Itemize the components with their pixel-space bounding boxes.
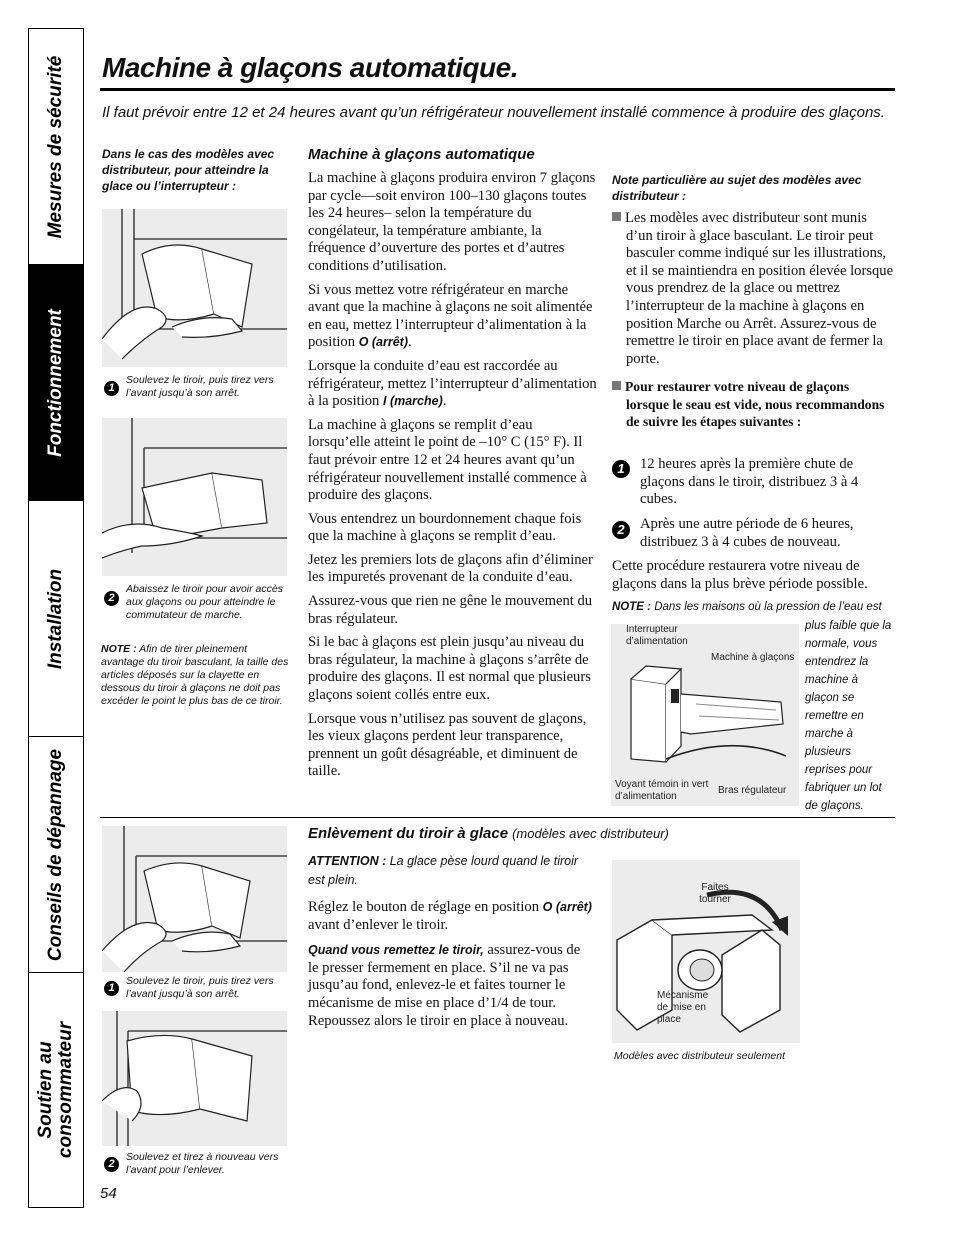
page-subtitle: Il faut prévoir entre 12 et 24 heures avant qu’un réfrigérateur nouvellement installé commence à produire des glaçons. bbox=[102, 104, 885, 121]
section-divider bbox=[100, 817, 895, 818]
label-feeler-arm: Bras régulateur bbox=[718, 785, 787, 796]
mechanism-illustration bbox=[612, 860, 800, 1043]
drawer-remove-drawing bbox=[102, 1011, 287, 1146]
bullet-square bbox=[612, 381, 621, 390]
paragraph: La machine à glaçons produira environ 7 glaçons par cycle—soit environ 100–130 glaçons toutes les 24 heures– selon la température du congélateur, la température ambiante, la fréquence d’ouverture des portes et d’autres conditions d’utilisation. bbox=[308, 170, 596, 274]
step-number-badge: 2 bbox=[104, 1157, 119, 1172]
paragraph: Lorsque la conduite d’eau est raccordée au réfrigérateur, mettez l’interrupteur d’alimentation à la position I (marche). bbox=[308, 357, 597, 410]
tab-label: Mesures de sécurité bbox=[45, 55, 66, 239]
note-text: Afin de tirer pleinement avantage du tiroir basculant, la taille des articles déposés sur la clayette en dessous du tiroir à glaçons ne doit pas excéder le point le plus bas de ce tiroir. bbox=[101, 643, 289, 707]
step-number-badge: 1 bbox=[104, 981, 119, 996]
tab-label: Conseils de dépannage bbox=[45, 748, 66, 962]
step-number-badge: 1 bbox=[612, 460, 630, 478]
note-label: NOTE : bbox=[101, 643, 137, 655]
tab-label-line2: consommateur bbox=[55, 1021, 76, 1159]
note-label: NOTE : bbox=[612, 601, 651, 613]
attention-note: ATTENTION : La glace pèse lourd quand le tiroir est plein. bbox=[308, 854, 579, 887]
right-note-continuation: plus faible que la normale, vous entendrez la machine à glaçon se remettre en marche à plusieurs reprises pour fabriquer un lot de glaçons. bbox=[805, 620, 892, 812]
tab-label: Installation bbox=[45, 568, 66, 670]
step-number-badge: 1 bbox=[104, 381, 119, 396]
label-power-light: Voyant témoin in vert d’alimentation bbox=[615, 779, 709, 802]
tab-label: Fonctionnement bbox=[45, 309, 66, 457]
page-number: 54 bbox=[100, 1185, 117, 1202]
drawer-lift-drawing-2 bbox=[102, 826, 287, 972]
bullet-square bbox=[612, 212, 621, 221]
page-title: Machine à glaçons automatique. bbox=[102, 52, 518, 83]
drawer-lift-illustration bbox=[102, 209, 287, 367]
left-step1-caption: Soulevez le tiroir, puis tirez vers l’avant jusqu’à son arrêt. bbox=[126, 374, 274, 399]
label-ice-maker: Machine à glaçons bbox=[711, 652, 795, 663]
paragraph: Quand vous remettez le tiroir, assurez-vous de le presser fermement en place. S’il ne va pas jusqu’au fond, enlevez-le et faites tourner le mécanisme de mise en place d’1/4 de tour. Repoussez alors le tiroir en place à nouveau. bbox=[308, 942, 581, 1029]
note-text: Dans les maisons où la pression de l’eau est bbox=[654, 601, 882, 613]
drawer-remove-illustration bbox=[102, 1011, 287, 1146]
tab-mesures-de-securite[interactable] bbox=[28, 28, 84, 266]
tab-label-line1: Soutien au bbox=[35, 1041, 56, 1139]
middle-column-text bbox=[308, 170, 598, 787]
right-bullet-2: Pour restaurer votre niveau de glaçons lorsque le seau est vide, nous recommandons de suivre les étapes suivantes : bbox=[612, 378, 894, 431]
left-note bbox=[101, 643, 293, 708]
drawer-lower-drawing bbox=[102, 418, 287, 576]
icemaker-illustration bbox=[611, 624, 799, 806]
drawer-lift-illustration-2 bbox=[102, 826, 287, 972]
section-heading-drawer-removal: Enlèvement du tiroir à glace (modèles avec distributeur) bbox=[308, 825, 669, 842]
paragraph: Lorsque vous n’utilisez pas souvent de glaçons, les vieux glaçons perdent leur transparence, prennent un goût désagréable, et diminuent de taille. bbox=[308, 710, 587, 780]
side-navigation bbox=[28, 28, 84, 1206]
drawer-lower-illustration bbox=[102, 418, 287, 576]
title-rule bbox=[100, 88, 895, 91]
paragraph: Si vous mettez votre réfrigérateur en marche avant que la machine à glaçons ne soit alimentée en eau, mettez l’interrupteur d’alimentation à la position O (arrêt). bbox=[308, 281, 593, 351]
step-number-badge: 2 bbox=[612, 521, 630, 539]
bottom-text bbox=[308, 899, 593, 1036]
tab-installation[interactable] bbox=[28, 500, 84, 738]
right-note-first-line bbox=[612, 598, 897, 616]
tab-fonctionnement[interactable] bbox=[28, 264, 84, 502]
bottom-step1-caption: Soulevez le tiroir, puis tirez vers l’avant jusqu’à son arrêt. bbox=[126, 975, 274, 1000]
paragraph: Jetez les premiers lots de glaçons afin d’éliminer les impuretés provenant de la conduite d’eau. bbox=[308, 551, 593, 586]
right-procedure-text: Cette procédure restaurera votre niveau de glaçons dans la plus brève période possible. bbox=[612, 558, 868, 592]
step-number-badge: 2 bbox=[104, 591, 119, 606]
tab-conseils-de-depannage[interactable] bbox=[28, 736, 84, 974]
right-step2-text: Après une autre période de 6 heures, distribuez 3 à 4 cubes de nouveau. bbox=[640, 516, 854, 550]
paragraph: Vous entendrez un bourdonnement chaque fois que la machine à glaçons se remplit d’eau. bbox=[308, 510, 582, 545]
section-heading-icemaker: Machine à glaçons automatique bbox=[308, 146, 535, 163]
paragraph: La machine à glaçons se remplit d’eau lorsqu’elle atteint le point de –10° C (15° F). Il faut prévoir entre 12 et 24 heures avant qu’un réfrigérateur nouvellement installé commence à produire des glaçons. bbox=[308, 416, 587, 504]
label-power-switch: Interrupteur d’alimentation bbox=[626, 624, 688, 647]
bottom-step2-caption: Soulevez et tirez à nouveau vers l’avant pour l’enlever. bbox=[126, 1151, 279, 1176]
tab-soutien-au-consommateur[interactable] bbox=[28, 972, 84, 1208]
paragraph: Si le bac à glaçons est plein jusqu’au niveau du bras régulateur, la machine à glaçons s’arrête de produire des glaçons. Il est normal que plusieurs glaçons soient collés entre eux. bbox=[308, 634, 591, 704]
drawer-lift-drawing bbox=[102, 209, 287, 367]
right-note-heading: Note particulière au sujet des modèles avec distributeur : bbox=[612, 173, 862, 203]
label-turn: Faites tourner bbox=[699, 882, 731, 905]
paragraph: Assurez-vous que rien ne gêne le mouvement du bras régulateur. bbox=[308, 593, 593, 627]
left-step2-caption: Abaissez le tiroir pour avoir accès aux glaçons ou pour atteindre le commutateur de marche. bbox=[126, 583, 283, 621]
left-intro: Dans le cas des modèles avec distributeur, pour atteindre la glace ou l’interrupteur : bbox=[102, 147, 275, 193]
label-mechanism: Mécanisme de mise en place bbox=[657, 990, 709, 1025]
mechanism-figure-caption: Modèles avec distributeur seulement bbox=[614, 1050, 786, 1062]
paragraph: Réglez le bouton de réglage en position O (arrêt) avant d’enlever le tiroir. bbox=[308, 899, 592, 933]
right-bullet-1: Les modèles avec distributeur sont munis d’un tiroir à glace basculant. Le tiroir peut basculer comme indiqué sur les illustrations, et il se maintiendra en position élevée lorsque vous prendrez de la glace ou mettrez l’interrupteur de la machine à glaçons en position Marche ou Arrêt. Assurez-vous de remettre le tiroir en place avant de fermer la porte. bbox=[612, 210, 894, 368]
tab-label bbox=[36, 1022, 76, 1158]
right-step1-text: 12 heures après la première chute de glaçons dans le tiroir, distribuez 3 à 4 cubes. bbox=[640, 456, 859, 508]
